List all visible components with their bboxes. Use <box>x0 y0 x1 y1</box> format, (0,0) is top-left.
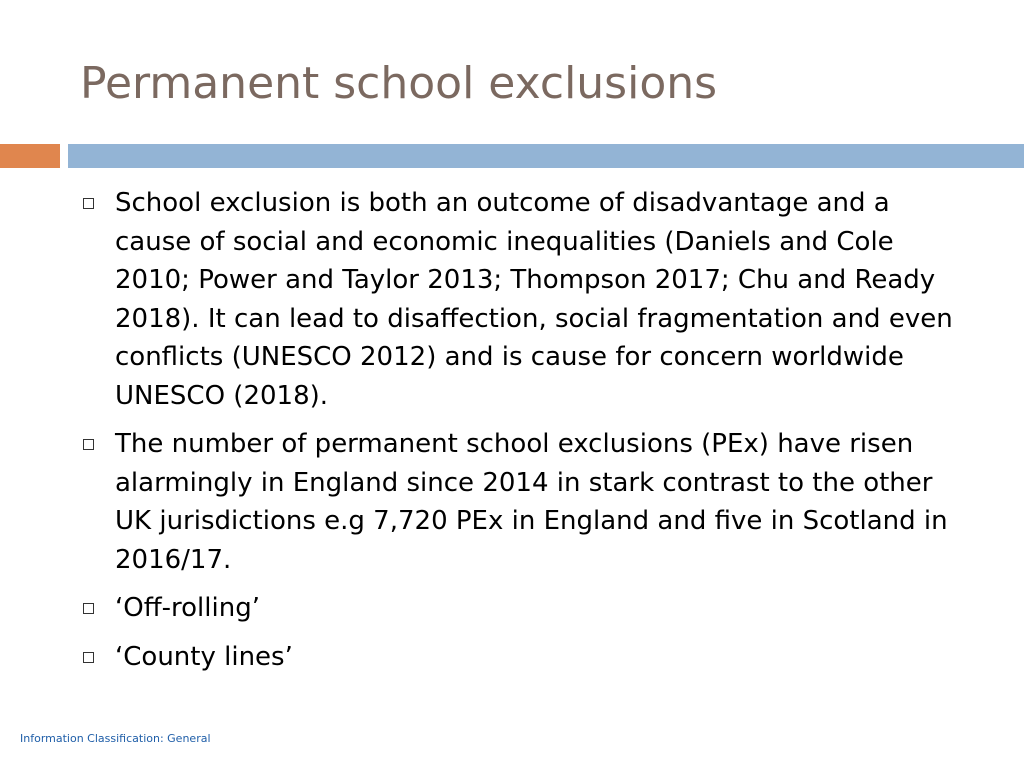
bullet-item <box>80 184 960 415</box>
hollow-square-bullet-icon <box>83 603 94 614</box>
bullet-list <box>80 184 960 686</box>
bullet-item <box>80 589 960 628</box>
hollow-square-bullet-icon <box>83 198 94 209</box>
accent-bar-blue <box>68 144 1024 168</box>
classification-footer: Information Classification: General <box>20 732 211 745</box>
hollow-square-bullet-icon <box>83 439 94 450</box>
slide-title: Permanent school exclusions <box>80 58 718 109</box>
bullet-text: ‘County lines’ <box>115 641 293 672</box>
hollow-square-bullet-icon <box>83 652 94 663</box>
bullet-text: School exclusion is both an outcome of disadvantage and a cause of social and economic inequalities (Daniels and Cole 2010; Power and Taylor 2013; Thompson 2017; Chu and Ready 2018). It can lead to disaffection, social fragmentation and even conflicts (UNESCO 2012) and is cause for concern worldwide UNESCO (2018). <box>115 188 953 411</box>
bullet-item <box>80 638 960 677</box>
bullet-text: The number of permanent school exclusions (PEx) have risen alarmingly in England since 2014 in stark contrast to the other UK jurisdictions e.g 7,720 PEx in England and five in Scotland in 2016/17. <box>115 429 948 575</box>
accent-bar-orange <box>0 144 60 168</box>
bullet-text: ‘Off-rolling’ <box>115 593 260 623</box>
bullet-item <box>80 425 960 579</box>
